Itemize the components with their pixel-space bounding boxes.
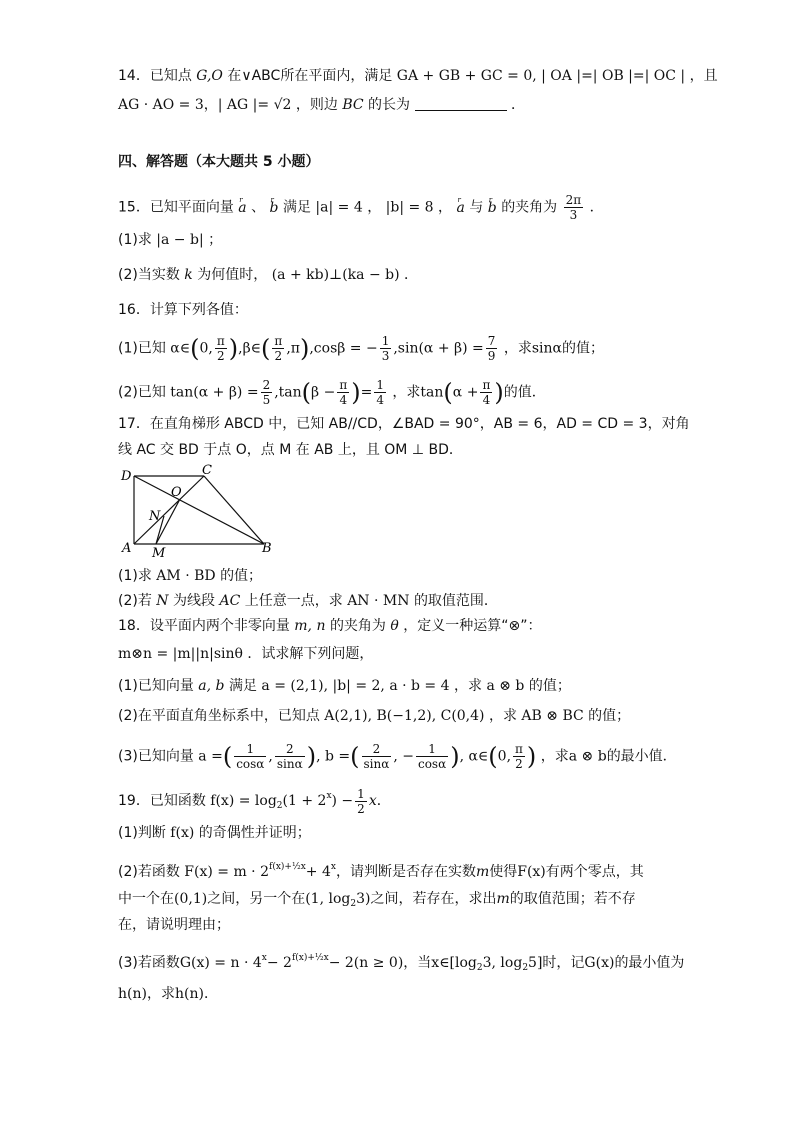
denominator: sinα (276, 757, 303, 771)
paren: ( (488, 742, 498, 771)
denominator: 2 (216, 349, 225, 363)
q19-superscript: x (326, 791, 332, 801)
q14-edge: BC (342, 97, 364, 113)
q19-expr: 3) (356, 891, 371, 907)
q19-text: ，求 (146, 986, 175, 1002)
q16-expr: ,β∈ (238, 340, 262, 357)
q16-expr: α∈ (170, 340, 191, 357)
q19-text: ，当 (403, 955, 432, 971)
q17-text: (2)若 (118, 593, 152, 609)
q19-text: 的最小值为 (614, 955, 685, 971)
q19-superscript: f(x)+½x (291, 953, 329, 963)
q18-text: ，定义一种运算“⊗”： (403, 618, 542, 634)
denominator: 9 (487, 349, 496, 363)
q19-part1 (118, 823, 311, 843)
q19-expr: ) − (331, 793, 354, 809)
q19-text: ． (376, 793, 391, 809)
fraction (480, 378, 492, 407)
q19-text: (1)判断 (118, 825, 166, 841)
q15-text: 与 (469, 199, 484, 216)
q15-line1 (118, 193, 604, 222)
q16-text: 的值； (562, 340, 604, 357)
theta: θ (390, 618, 399, 634)
denominator: sinα (363, 757, 390, 771)
q14-condition2: AG · AO = 3，| AG |= √2 (118, 97, 292, 113)
q18-expr: a = (198, 748, 223, 765)
q19-superscript: x (261, 953, 267, 963)
numerator: 2 (275, 742, 305, 757)
diagonal-AC (134, 476, 204, 544)
q18-expr: a = (2,1), |b| = 2, a · b = 4 (261, 678, 450, 694)
q19-subscript: 2 (522, 963, 529, 973)
q17-text: 上任意一点，求 (244, 593, 343, 609)
denominator: 4 (376, 393, 384, 407)
paren: ( (443, 378, 453, 407)
q16-part2 (118, 378, 546, 407)
paren: ( (301, 378, 312, 407)
q18-text: (1)已知向量 (118, 678, 194, 694)
section-heading: 四、解答题（本大题共 5 小题） (118, 154, 320, 170)
q19-expr: f(x) (170, 825, 195, 841)
q19-part3-line1 (118, 948, 684, 978)
paren: ) (494, 378, 504, 407)
trapezoid-figure (118, 460, 288, 560)
label-B: B (262, 541, 272, 556)
q19-text: ，请判断是否存在实数 (335, 864, 476, 880)
fraction (374, 378, 386, 407)
q14-text: 在∨ABC所在平面内，满足 (227, 68, 393, 84)
q16-part1 (118, 334, 604, 363)
q19-text: (2)若函数 (118, 864, 180, 880)
numerator: π (482, 378, 491, 392)
q16-expr: tan (420, 384, 444, 401)
q18-line2 (118, 644, 373, 664)
q19-expr: − 2 (266, 955, 292, 971)
q18-expr: , α∈ (459, 748, 489, 765)
q15-text: ， (438, 199, 453, 216)
q18-expr: , b = (316, 748, 351, 765)
q17-line2: 线 AC 交 BD 于点 O，点 M 在 AB 上，且 OM ⊥ BD． (118, 442, 463, 458)
denominator: cosα (417, 757, 447, 771)
q15-text: 为何值时， (197, 267, 268, 283)
q18-text: ，求 (540, 748, 569, 765)
q19-expr: − 2(n ≥ 0) (328, 955, 404, 971)
q15-text: 15．已知平面向量 (118, 199, 234, 216)
q16-expr: 0, (199, 340, 213, 357)
paren: ) (450, 742, 460, 771)
numerator: 1 (381, 334, 390, 348)
paren: ) (306, 742, 317, 771)
q19-superscript: f(x)+½x (269, 862, 306, 872)
q18-text: ，求 (453, 678, 482, 694)
q19-text: 有两个零点，其 (545, 864, 644, 880)
q15-text: 的夹角为 (501, 199, 558, 216)
q19-expr: (1, log (305, 891, 351, 907)
q16-text: ，求 (503, 340, 532, 357)
paren: ) (351, 378, 361, 407)
q19-text: 的取值范围；若不存 (509, 891, 636, 907)
q18-part3 (118, 742, 677, 771)
q18-part2 (118, 706, 630, 726)
q17-line1: 17．在直角梯形 ABCD 中，已知 AB//CD，∠BAD = 90°，AB = 6，AD = CD = 3，对角 (118, 416, 690, 432)
point-N: N (156, 593, 169, 609)
q16-text: (1)已知 (118, 340, 166, 357)
paren: ( (350, 742, 360, 771)
q18-expr: 0, (497, 748, 512, 765)
fraction (380, 334, 392, 363)
denominator: 3 (569, 208, 578, 222)
q19-expr: G(x) (584, 955, 615, 971)
paren: ) (228, 334, 239, 363)
numerator: 1 (416, 742, 448, 757)
q15-part2 (118, 265, 418, 285)
q16-expr: tan(α + β) = (170, 384, 259, 401)
q19-text: 中一个在 (118, 891, 174, 907)
q16-expr: ,sin(α + β) = (393, 340, 484, 357)
angle-fraction (564, 193, 584, 222)
q18-points: A(2,1), B(−1,2), C(0,4) (324, 708, 485, 724)
q18-expr: , − (393, 748, 414, 765)
q19-text: 19．已知函数 (118, 793, 206, 809)
fraction (234, 742, 266, 771)
q19-part3-line2 (118, 984, 218, 1004)
q19-line1 (118, 786, 391, 816)
q14-text: ，则边 (295, 97, 338, 113)
vector-b: r b (488, 198, 497, 218)
q18-text: 的最小值． (606, 748, 677, 765)
q19-text: ． (203, 986, 218, 1002)
q19-expr: F(x) (517, 864, 546, 880)
q16-expr: = (360, 384, 373, 401)
paren: ) (299, 334, 310, 363)
q19-expr: 3, log (482, 955, 523, 971)
q16-head: 16．计算下列各值： (118, 302, 248, 318)
q15-text: 、 (251, 199, 266, 216)
q18-expr: a, b (198, 678, 225, 694)
q18-expr: AB ⊗ BC (521, 708, 584, 724)
q19-expr: F(x) = m · 2 (184, 864, 269, 880)
var-m: m (496, 891, 510, 907)
numerator: π (216, 334, 225, 348)
q16-expr: β − (311, 384, 336, 401)
q19-expr: h(n) (174, 986, 204, 1002)
q14-line1 (118, 66, 718, 86)
q15-expr: |a − b| (156, 232, 204, 248)
q15-text: (1)求 (118, 232, 152, 248)
q17-part1 (118, 566, 262, 586)
denominator: 5 (262, 393, 271, 407)
segment-AC: AC (219, 593, 241, 609)
q15-text: ． (404, 267, 418, 283)
fraction (486, 334, 498, 363)
q18-definition: m⊗n = |m||n|sinθ (118, 646, 243, 662)
q19-expr: (1 + 2 (282, 793, 327, 809)
q14-text: ，且 (689, 68, 718, 84)
denominator: 3 (381, 349, 390, 363)
q18-text: (3)已知向量 (118, 748, 194, 765)
q18-text: ．试求解下列问题， (247, 646, 374, 662)
denominator: 4 (482, 393, 491, 407)
numerator: 1 (234, 742, 266, 757)
q16-text: ，求 (392, 384, 421, 401)
label-N: N (149, 509, 161, 524)
norm-b: |b| = 8 (385, 199, 434, 216)
q17-text: (1)求 (118, 568, 152, 584)
q18-expr: a ⊗ b (486, 678, 525, 694)
paren: ( (190, 334, 200, 363)
q19-expr: x (368, 793, 377, 809)
denominator: 2 (515, 757, 523, 771)
answer-blank[interactable] (415, 96, 507, 111)
q17-text: 的取值范围． (413, 593, 498, 609)
fraction (416, 742, 448, 771)
denominator: cosα (236, 757, 265, 771)
q16-expr: sinα (531, 340, 562, 357)
fraction (261, 378, 273, 407)
q19-text: 时，记 (542, 955, 585, 971)
q15-text: 满足 (282, 199, 311, 216)
fraction (513, 742, 525, 771)
numerator: 1 (376, 378, 384, 392)
q19-expr: (0,1) (174, 891, 208, 907)
q14-line2 (118, 95, 525, 115)
var-k: k (184, 267, 193, 283)
q19-expr: G(x) = n · 4 (179, 955, 262, 971)
q16-expr: ,tan (274, 384, 302, 401)
numerator: π (515, 742, 523, 756)
numerator: 1 (357, 786, 365, 801)
label-C: C (202, 463, 212, 478)
fraction (215, 334, 227, 363)
q19-part2-line2 (118, 889, 636, 914)
q14-text: 14．已知点 (118, 68, 192, 84)
q15-text: (2)当实数 (118, 267, 180, 283)
q16-expr: ,π (286, 340, 300, 357)
edge-CB (204, 476, 264, 544)
q19-expr: + 4 (305, 864, 331, 880)
numerator: 7 (487, 334, 496, 348)
q19-subscript: 2 (276, 801, 283, 811)
paren: ( (222, 742, 233, 771)
q16-expr: α + (452, 384, 479, 401)
var-m: m (475, 864, 490, 880)
label-M: M (152, 546, 166, 560)
vector-a: r a (238, 198, 246, 218)
fraction (272, 334, 284, 363)
q18-line1 (118, 616, 542, 636)
denominator: 2 (274, 349, 283, 363)
q18-text: 18．设平面内两个非零向量 (118, 618, 290, 634)
q14-points: G,O (196, 68, 223, 84)
q19-part2-line3: 在，请说明理由； (118, 917, 230, 933)
fraction (362, 742, 392, 771)
q14-text: ． (510, 97, 525, 113)
q18-text: 的值； (528, 678, 571, 694)
denominator: 2 (357, 801, 365, 816)
q19-part2-line1 (118, 857, 644, 882)
q18-text: 的夹角为 (329, 618, 386, 634)
fraction (355, 787, 367, 816)
q19-text: 之间，若存在，求出 (370, 891, 497, 907)
q19-text: 的奇偶性并证明； (198, 825, 311, 841)
q19-expr: h(n) (118, 986, 147, 1002)
q15-part1 (118, 230, 222, 250)
q18-expr: a ⊗ b (568, 748, 607, 765)
norm-a: |a| = 4 (315, 199, 363, 216)
q19-expr: f(x) = log (210, 793, 277, 809)
vector-a: r a (457, 198, 465, 218)
q16-text: (2)已知 (118, 384, 166, 401)
q17-expr: AN · MN (347, 593, 410, 609)
label-A: A (122, 541, 132, 556)
label-O: O (171, 485, 182, 500)
numerator: 2 (362, 742, 392, 757)
q15-text: ． (589, 199, 604, 216)
q14-condition: GA + GB + GC = 0, | OA |=| OB |=| OC | (396, 68, 686, 84)
q17-part2 (118, 591, 498, 611)
numerator: 2π (565, 193, 582, 207)
q16-expr: ,cosβ = − (309, 340, 378, 357)
q19-expr: 5] (528, 955, 543, 971)
q19-subscript: 2 (476, 963, 483, 973)
q17-text: 为线段 (173, 593, 215, 609)
q18-text: 满足 (228, 678, 257, 694)
numerator: 2 (262, 378, 271, 392)
numerator: π (274, 334, 283, 348)
q16-text: 的值． (503, 384, 546, 401)
denominator: 4 (339, 393, 348, 407)
q19-text: 之间，另一个在 (207, 891, 306, 907)
numerator: π (339, 378, 348, 392)
q18-text: (2)在平面直角坐标系中，已知点 (118, 708, 320, 724)
q18-expr: , (268, 748, 273, 765)
q17-expr: AM · BD (156, 568, 216, 584)
paren: ) (526, 742, 537, 771)
q19-expr: x∈[log (431, 955, 477, 971)
q19-text: (3)若函数 (118, 955, 180, 971)
paren: ( (261, 334, 271, 363)
q17-text: 的值； (220, 568, 263, 584)
q19-superscript: x (330, 862, 336, 872)
q15-text: ； (208, 232, 223, 248)
vector-b: r b (270, 198, 279, 218)
q18-text: ，求 (488, 708, 517, 724)
q18-part1 (118, 676, 571, 696)
q15-text: ， (367, 199, 382, 216)
q19-text: 使得 (489, 864, 518, 880)
q18-text: 的值； (588, 708, 631, 724)
q14-text: 的长为 (368, 97, 411, 113)
label-D: D (121, 469, 132, 484)
vectors-mn: m, n (294, 618, 326, 634)
q15-expr: (a + kb)⊥(ka − b) (271, 267, 400, 283)
fraction (275, 742, 305, 771)
fraction (337, 378, 349, 407)
q19-subscript: 2 (350, 899, 357, 909)
